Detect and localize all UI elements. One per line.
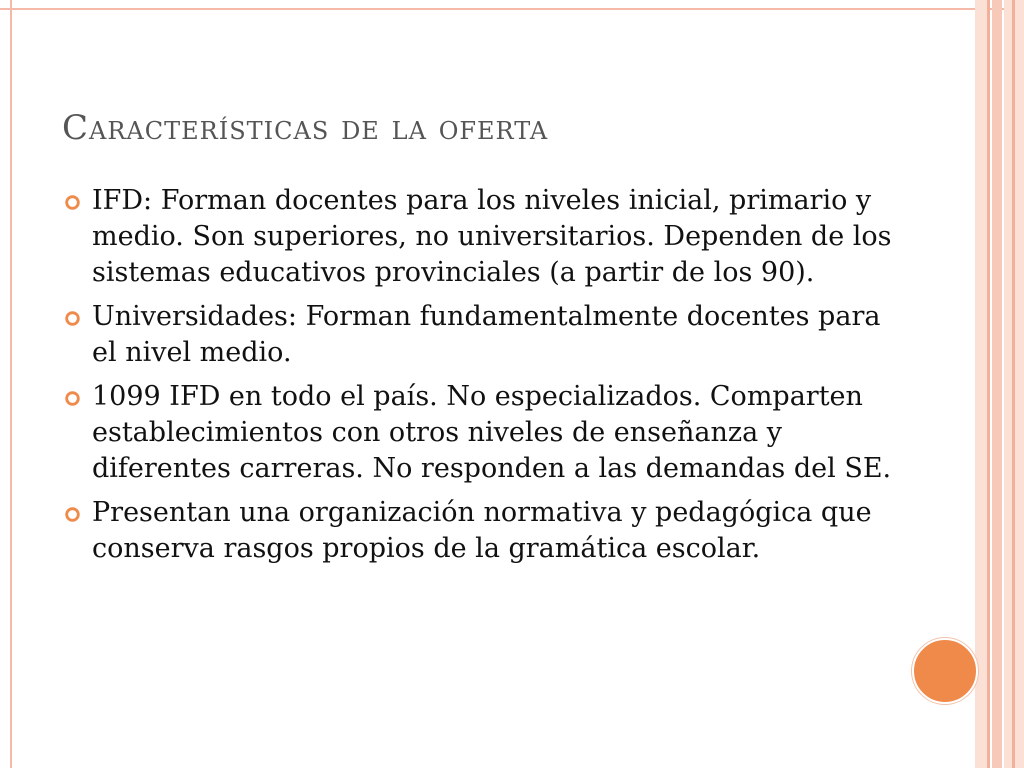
bullet-text: IFD: Forman docentes para los niveles inicial, primario y medio. Son superiores, no universitarios. Dependen de los sistemas educativos provinciales (a partir de los 90). <box>92 185 892 288</box>
bullet-text: Universidades: Forman fundamentalmente docentes para el nivel medio. <box>92 301 881 368</box>
circle-bullet-icon <box>65 391 80 406</box>
bullet-text: 1099 IFD en todo el país. No especializados. Comparten establecimientos con otros niveles de enseñanza y diferentes carreras. No responden a las demandas del SE. <box>92 381 892 484</box>
slide-title: Características de la oferta <box>62 108 549 148</box>
bullet-text: Presentan una organización normativa y pedagógica que conserva rasgos propios de la gramática escolar. <box>92 497 872 564</box>
bullet-item <box>62 379 892 487</box>
bullet-item <box>62 183 892 291</box>
orange-circle-decoration <box>912 638 978 704</box>
right-decorative-band <box>992 0 1002 768</box>
circle-bullet-icon <box>65 195 80 210</box>
circle-bullet-icon <box>65 507 80 522</box>
right-decorative-band <box>975 0 987 768</box>
circle-bullet-icon <box>65 311 80 326</box>
top-rule-line <box>0 8 1024 10</box>
bullet-item <box>62 299 892 371</box>
right-decorative-stripe <box>987 0 990 768</box>
right-decorative-stripe <box>1012 0 1015 768</box>
bullet-item <box>62 495 892 567</box>
bullet-list <box>62 183 892 575</box>
left-rule-line <box>10 0 12 768</box>
